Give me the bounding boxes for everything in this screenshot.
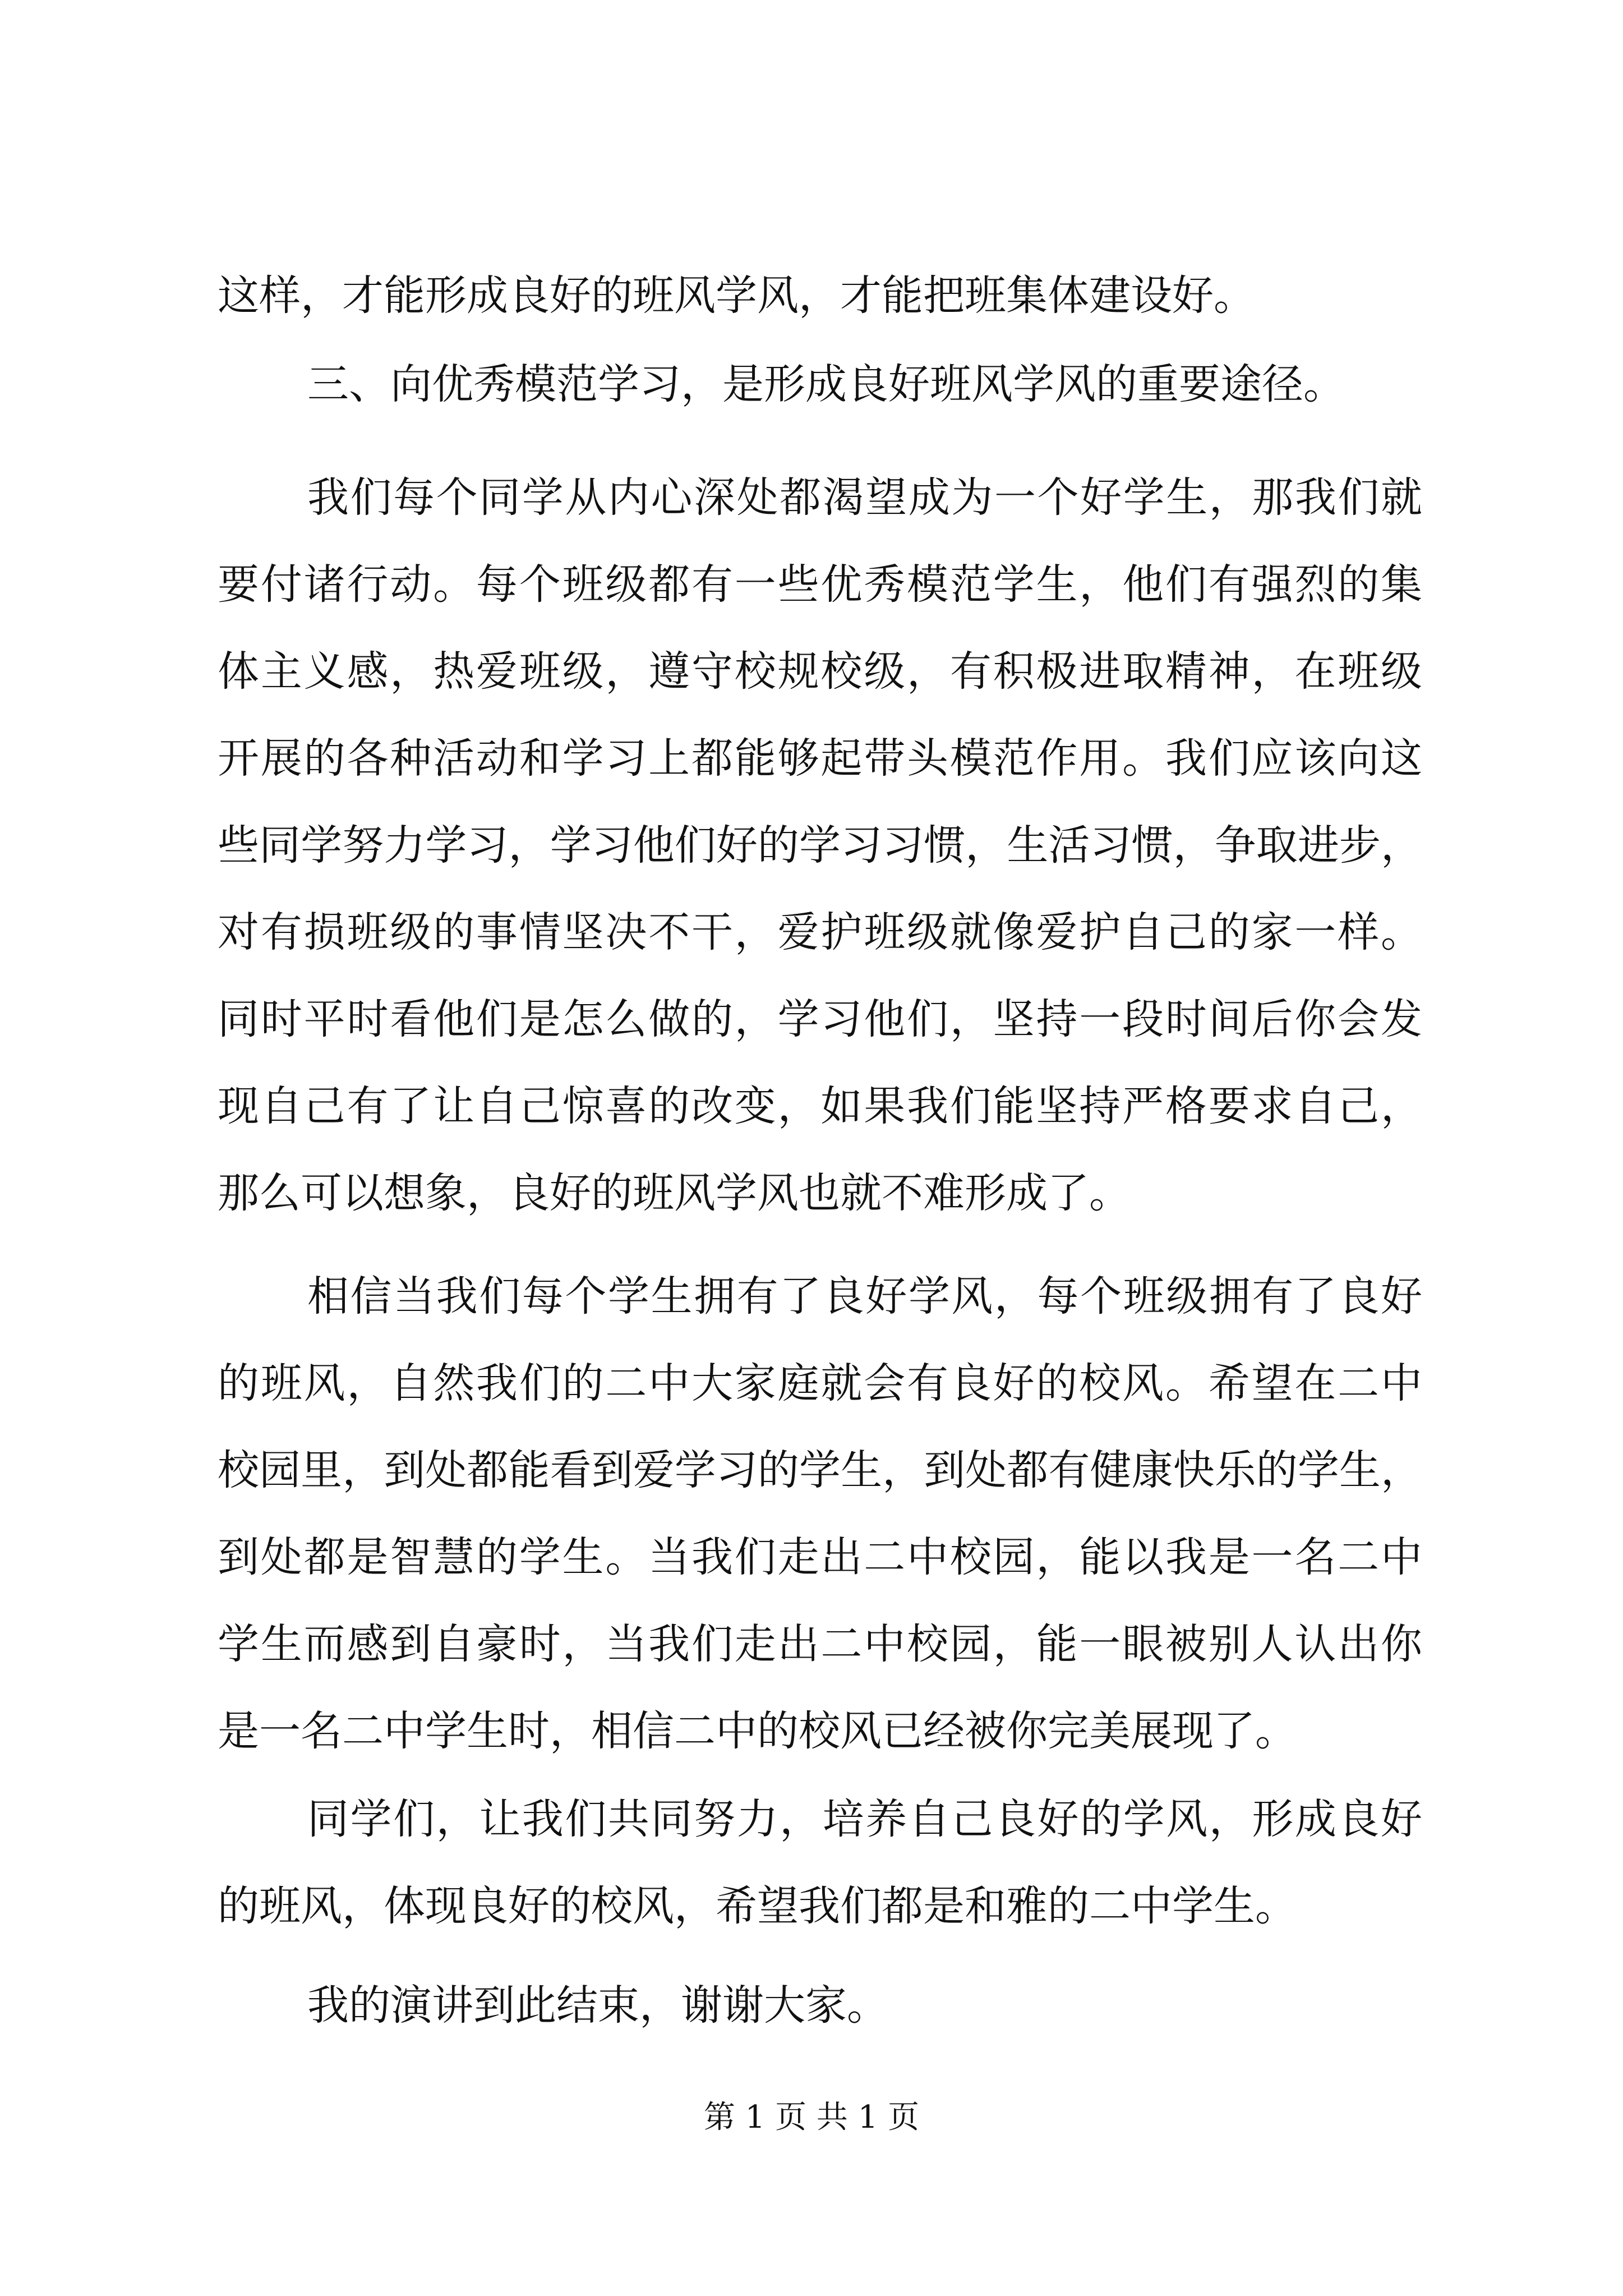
text-line bbox=[0, 1521, 1623, 1594]
text-line-content: 学生而感到自豪时，当我们走出二中校园，能一眼被别人认出你 bbox=[218, 1620, 1422, 1668]
text-line bbox=[0, 1070, 1623, 1143]
text-line bbox=[0, 983, 1623, 1056]
text-line-content: 对有损班级的事情坚决不干，爱护班级就像爱护自己的家一样。 bbox=[218, 908, 1422, 956]
text-line bbox=[0, 809, 1623, 882]
text-line bbox=[0, 896, 1623, 969]
text-line-content: 现自己有了让自己惊喜的改变，如果我们能坚持严格要求自己， bbox=[218, 1082, 1422, 1130]
text-line-content: 同时平时看他们是怎么做的，学习他们，坚持一段时间后你会发 bbox=[218, 995, 1422, 1043]
text-line bbox=[0, 461, 1623, 534]
text-line-content: 同学们，让我们共同努力，培养自己良好的学风，形成良好 bbox=[307, 1795, 1422, 1843]
text-line-content: 些同学努力学习，学习他们好的学习习惯，生活习惯，争取进步， bbox=[218, 821, 1422, 869]
text-line-content: 我的演讲到此结束，谢谢大家。 bbox=[307, 1981, 888, 2030]
text-line bbox=[0, 1434, 1623, 1507]
text-line bbox=[0, 1695, 1623, 1768]
text-line-content: 的班风，体现良好的校风，希望我们都是和雅的二中学生。 bbox=[218, 1882, 1297, 1930]
text-line bbox=[0, 1260, 1623, 1333]
page-footer: 第 1 页 共 1 页 bbox=[703, 2099, 920, 2136]
text-line bbox=[0, 1608, 1623, 1681]
text-line-content: 校园里，到处都能看到爱学习的学生，到处都有健康快乐的学生， bbox=[218, 1446, 1422, 1494]
text-line bbox=[0, 1157, 1623, 1230]
text-line bbox=[0, 722, 1623, 795]
text-line bbox=[0, 259, 1623, 332]
text-line bbox=[0, 548, 1623, 621]
text-line-content: 相信当我们每个学生拥有了良好学风，每个班级拥有了良好 bbox=[307, 1272, 1422, 1320]
section-heading-text: 三、向优秀模范学习，是形成良好班风学风的重要途径。 bbox=[307, 360, 1345, 408]
text-line-content: 到处都是智慧的学生。当我们走出二中校园，能以我是一名二中 bbox=[218, 1533, 1422, 1581]
text-line-content: 的班风，自然我们的二中大家庭就会有良好的校风。希望在二中 bbox=[218, 1359, 1422, 1407]
text-line bbox=[0, 1969, 1623, 2042]
text-line-content: 我们每个同学从内心深处都渴望成为一个好学生，那我们就 bbox=[307, 473, 1422, 522]
text-line-content: 开展的各种活动和学习上都能够起带头模范作用。我们应该向这 bbox=[218, 734, 1422, 783]
text-line bbox=[0, 635, 1623, 708]
text-line-content: 那么可以想象，良好的班风学风也就不难形成了。 bbox=[218, 1169, 1131, 1217]
text-line-content: 体主义感，热爱班级，遵守校规校级，有积极进取精神，在班级 bbox=[218, 647, 1422, 696]
text-line bbox=[0, 1870, 1623, 1943]
text-line bbox=[0, 1347, 1623, 1420]
text-line-content: 要付诸行动。每个班级都有一些优秀模范学生，他们有强烈的集 bbox=[218, 560, 1422, 609]
text-line bbox=[0, 1783, 1623, 1856]
text-line-content: 这样，才能形成良好的班风学风，才能把班集体建设好。 bbox=[218, 272, 1255, 320]
text-line-content: 是一名二中学生时，相信二中的校风已经被你完美展现了。 bbox=[218, 1707, 1297, 1755]
section-heading bbox=[0, 348, 1623, 421]
